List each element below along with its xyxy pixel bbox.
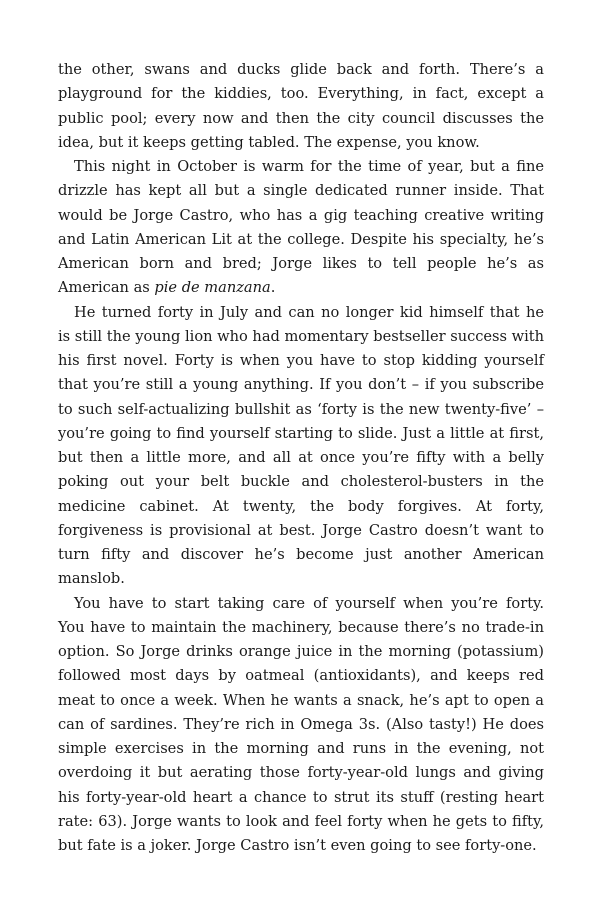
- text-line: [58, 276, 544, 300]
- text-line: American born and bred; Jorge likes to tell people he’s as: [58, 255, 544, 272]
- text-line: playground for the kiddies, too. Everything, in fact, except a: [58, 85, 544, 103]
- text-line: but fate is a joker. Jorge Castro isn’t even going to see forty-one.: [58, 837, 537, 854]
- text-line: You have to maintain the machinery, because there’s no trade-in: [58, 618, 544, 636]
- text-line: but then a little more, and all at once you’re fifty with a belly: [58, 449, 544, 466]
- text-line: his first novel. Forty is when you have to stop kidding yourself: [58, 352, 544, 369]
- text-line: followed most days by oatmeal (antioxidants), and keeps red: [58, 667, 544, 685]
- text-line: turn fifty and discover he’s become just another American: [58, 546, 544, 563]
- paragraph-1: [58, 58, 544, 155]
- text-line: poking out your belt buckle and cholesterol-busters in the: [58, 473, 544, 491]
- text-line: simple exercises in the morning and runs in the evening, not: [58, 740, 544, 757]
- text-line: can of sardines. They’re rich in Omega 3s. (Also tasty!) He does: [58, 715, 544, 733]
- text-line: his forty-year-old heart a chance to strut its stuff (resting heart: [58, 788, 544, 806]
- book-page: [58, 58, 544, 858]
- text-line: public pool; every now and then the city council discusses the: [58, 109, 544, 127]
- text-run: American as: [58, 279, 155, 297]
- paragraph-4: [58, 592, 544, 859]
- italic-phrase: pie de manzana: [154, 279, 271, 297]
- text-line: option. So Jorge drinks orange juice in the morning (potassium): [58, 643, 544, 660]
- text-line: idea, but it keeps getting tabled. The expense, you know.: [58, 133, 480, 151]
- text-line: He turned forty in July and can no longer kid himself that he: [74, 303, 544, 321]
- text-line: to such self-actualizing bullshit as ‘forty is the new twenty-five’ –: [58, 400, 544, 418]
- text-line: rate: 63). Jorge wants to look and feel forty when he gets to fifty,: [58, 812, 544, 830]
- paragraph-2: [58, 155, 544, 301]
- text-line: that you’re still a young anything. If you don’t – if you subscribe: [58, 376, 544, 394]
- text-line: manslob.: [58, 570, 125, 588]
- text-line: drizzle has kept all but a single dedicated runner inside. That: [58, 182, 544, 200]
- text-line: would be Jorge Castro, who has a gig teaching creative writing: [58, 206, 544, 224]
- text-line: is still the young lion who had momentary bestseller success with: [58, 327, 544, 345]
- text-line: you’re going to find yourself starting to slide. Just a little at first,: [58, 424, 544, 442]
- text-line: forgiveness is provisional at best. Jorge Castro doesn’t want to: [58, 521, 544, 539]
- text-line: medicine cabinet. At twenty, the body forgives. At forty,: [58, 497, 544, 515]
- text-line: overdoing it but aerating those forty-year-old lungs and giving: [58, 764, 544, 782]
- text-line: meat to once a week. When he wants a snack, he’s apt to open a: [58, 691, 544, 709]
- text-line: This night in October is warm for the time of year, but a fine: [74, 158, 544, 175]
- text-line: You have to start taking care of yourself when you’re forty.: [74, 594, 544, 612]
- text-line: and Latin American Lit at the college. Despite his specialty, he’s: [58, 230, 544, 248]
- text-line: the other, swans and ducks glide back and forth. There’s a: [58, 61, 544, 78]
- paragraph-3: [58, 301, 544, 592]
- text-run: .: [270, 279, 276, 297]
